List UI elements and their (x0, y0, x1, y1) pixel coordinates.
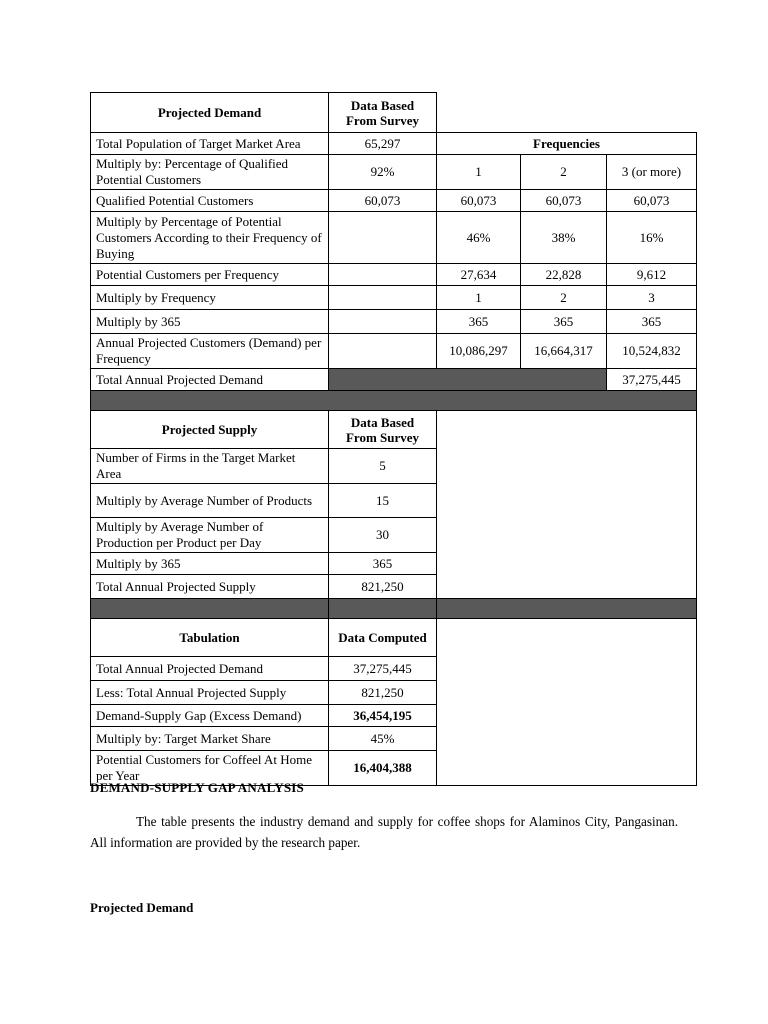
row-qualified-label: Qualified Potential Customers (91, 190, 329, 212)
tabulation-row-value: 821,250 (329, 681, 437, 705)
tabulation-row-value: 16,404,388 (329, 751, 437, 786)
demand-header-col: Data Based From Survey (329, 93, 437, 133)
row-multiply-365-f1: 365 (437, 310, 521, 334)
frequencies-header: Frequencies (437, 133, 697, 155)
supply-row-value: 821,250 (329, 575, 437, 599)
supply-header-col: Data Based From Survey (329, 411, 437, 449)
frequency-3-header: 3 (or more) (607, 155, 697, 190)
row-total-demand-value: 37,275,445 (607, 369, 697, 391)
row-total-population-label: Total Population of Target Market Area (91, 133, 329, 155)
demand-header-label: Projected Demand (91, 93, 329, 133)
tabulation-header-col: Data Computed (329, 619, 437, 657)
row-multiply-frequency-f2: 2 (521, 286, 607, 310)
tabulation-row-label: Less: Total Annual Projected Supply (91, 681, 329, 705)
row-multiply-frequency-label: Multiply by Frequency (91, 286, 329, 310)
separator-bar (437, 599, 697, 619)
row-total-population-value: 65,297 (329, 133, 437, 155)
row-total-demand-label: Total Annual Projected Demand (91, 369, 329, 391)
supply-row-value: 30 (329, 518, 437, 553)
row-annual-frequency-value (329, 334, 437, 369)
row-per-frequency-f3: 9,612 (607, 264, 697, 286)
frequency-1-header: 1 (437, 155, 521, 190)
row-per-frequency-f1: 27,634 (437, 264, 521, 286)
separator-bar (91, 599, 329, 619)
row-annual-frequency-f3: 10,524,832 (607, 334, 697, 369)
row-multiply-frequency-f1: 1 (437, 286, 521, 310)
row-pct-frequency-f1: 46% (437, 212, 521, 264)
frequency-2-header: 2 (521, 155, 607, 190)
row-multiply-365-f2: 365 (521, 310, 607, 334)
tabulation-row-value: 45% (329, 727, 437, 751)
tabulation-row-value: 36,454,195 (329, 705, 437, 727)
supply-row-value: 15 (329, 484, 437, 518)
intro-paragraph: The table presents the industry demand and supply for coffee shops for Alaminos City, Pangasinan. All information are provided by the research paper. (90, 814, 678, 850)
separator-bar (329, 599, 437, 619)
supply-row-label: Number of Firms in the Target Market Area (91, 449, 329, 484)
supply-row-label: Multiply by Average Number of Production per Product per Day (91, 518, 329, 553)
tabulation-row-label: Multiply by: Target Market Share (91, 727, 329, 751)
tabulation-row-label: Demand-Supply Gap (Excess Demand) (91, 705, 329, 727)
row-qualified-f2: 60,073 (521, 190, 607, 212)
separator-bar (91, 391, 697, 411)
row-pct-qualified-label: Multiply by: Percentage of Qualified Potential Customers (91, 155, 329, 190)
row-annual-frequency-label: Annual Projected Customers (Demand) per Frequency (91, 334, 329, 369)
row-multiply-365-label: Multiply by 365 (91, 310, 329, 334)
supply-row-label: Multiply by Average Number of Products (91, 484, 329, 518)
row-multiply-365-value (329, 310, 437, 334)
supply-header-label: Projected Supply (91, 411, 329, 449)
row-per-frequency-value (329, 264, 437, 286)
section-heading: DEMAND-SUPPLY GAP ANALYSIS (90, 780, 304, 795)
row-pct-frequency-f3: 16% (607, 212, 697, 264)
row-multiply-365-f3: 365 (607, 310, 697, 334)
row-per-frequency-f2: 22,828 (521, 264, 607, 286)
row-pct-qualified-value: 92% (329, 155, 437, 190)
row-pct-frequency-value (329, 212, 437, 264)
tabulation-row-label: Potential Customers for Coffeel At Home per Year (91, 751, 329, 786)
supply-row-label: Multiply by 365 (91, 553, 329, 575)
supply-row-value: 365 (329, 553, 437, 575)
demand-supply-table (90, 92, 697, 786)
tabulation-row-value: 37,275,445 (329, 657, 437, 681)
total-demand-shaded-cell (329, 369, 607, 391)
row-qualified-value: 60,073 (329, 190, 437, 212)
row-per-frequency-label: Potential Customers per Frequency (91, 264, 329, 286)
row-pct-frequency-f2: 38% (521, 212, 607, 264)
row-pct-frequency-label: Multiply by Percentage of Potential Customers According to their Frequency of Buying (91, 212, 329, 264)
tabulation-row-label: Total Annual Projected Demand (91, 657, 329, 681)
row-multiply-frequency-value (329, 286, 437, 310)
row-multiply-frequency-f3: 3 (607, 286, 697, 310)
row-qualified-f3: 60,073 (607, 190, 697, 212)
row-qualified-f1: 60,073 (437, 190, 521, 212)
row-annual-frequency-f1: 10,086,297 (437, 334, 521, 369)
projected-demand-subheading: Projected Demand (90, 900, 194, 915)
supply-row-value: 5 (329, 449, 437, 484)
tabulation-blank-area (437, 619, 697, 786)
supply-blank-area (437, 411, 697, 599)
supply-row-label: Total Annual Projected Supply (91, 575, 329, 599)
row-annual-frequency-f2: 16,664,317 (521, 334, 607, 369)
tabulation-header-label: Tabulation (91, 619, 329, 657)
